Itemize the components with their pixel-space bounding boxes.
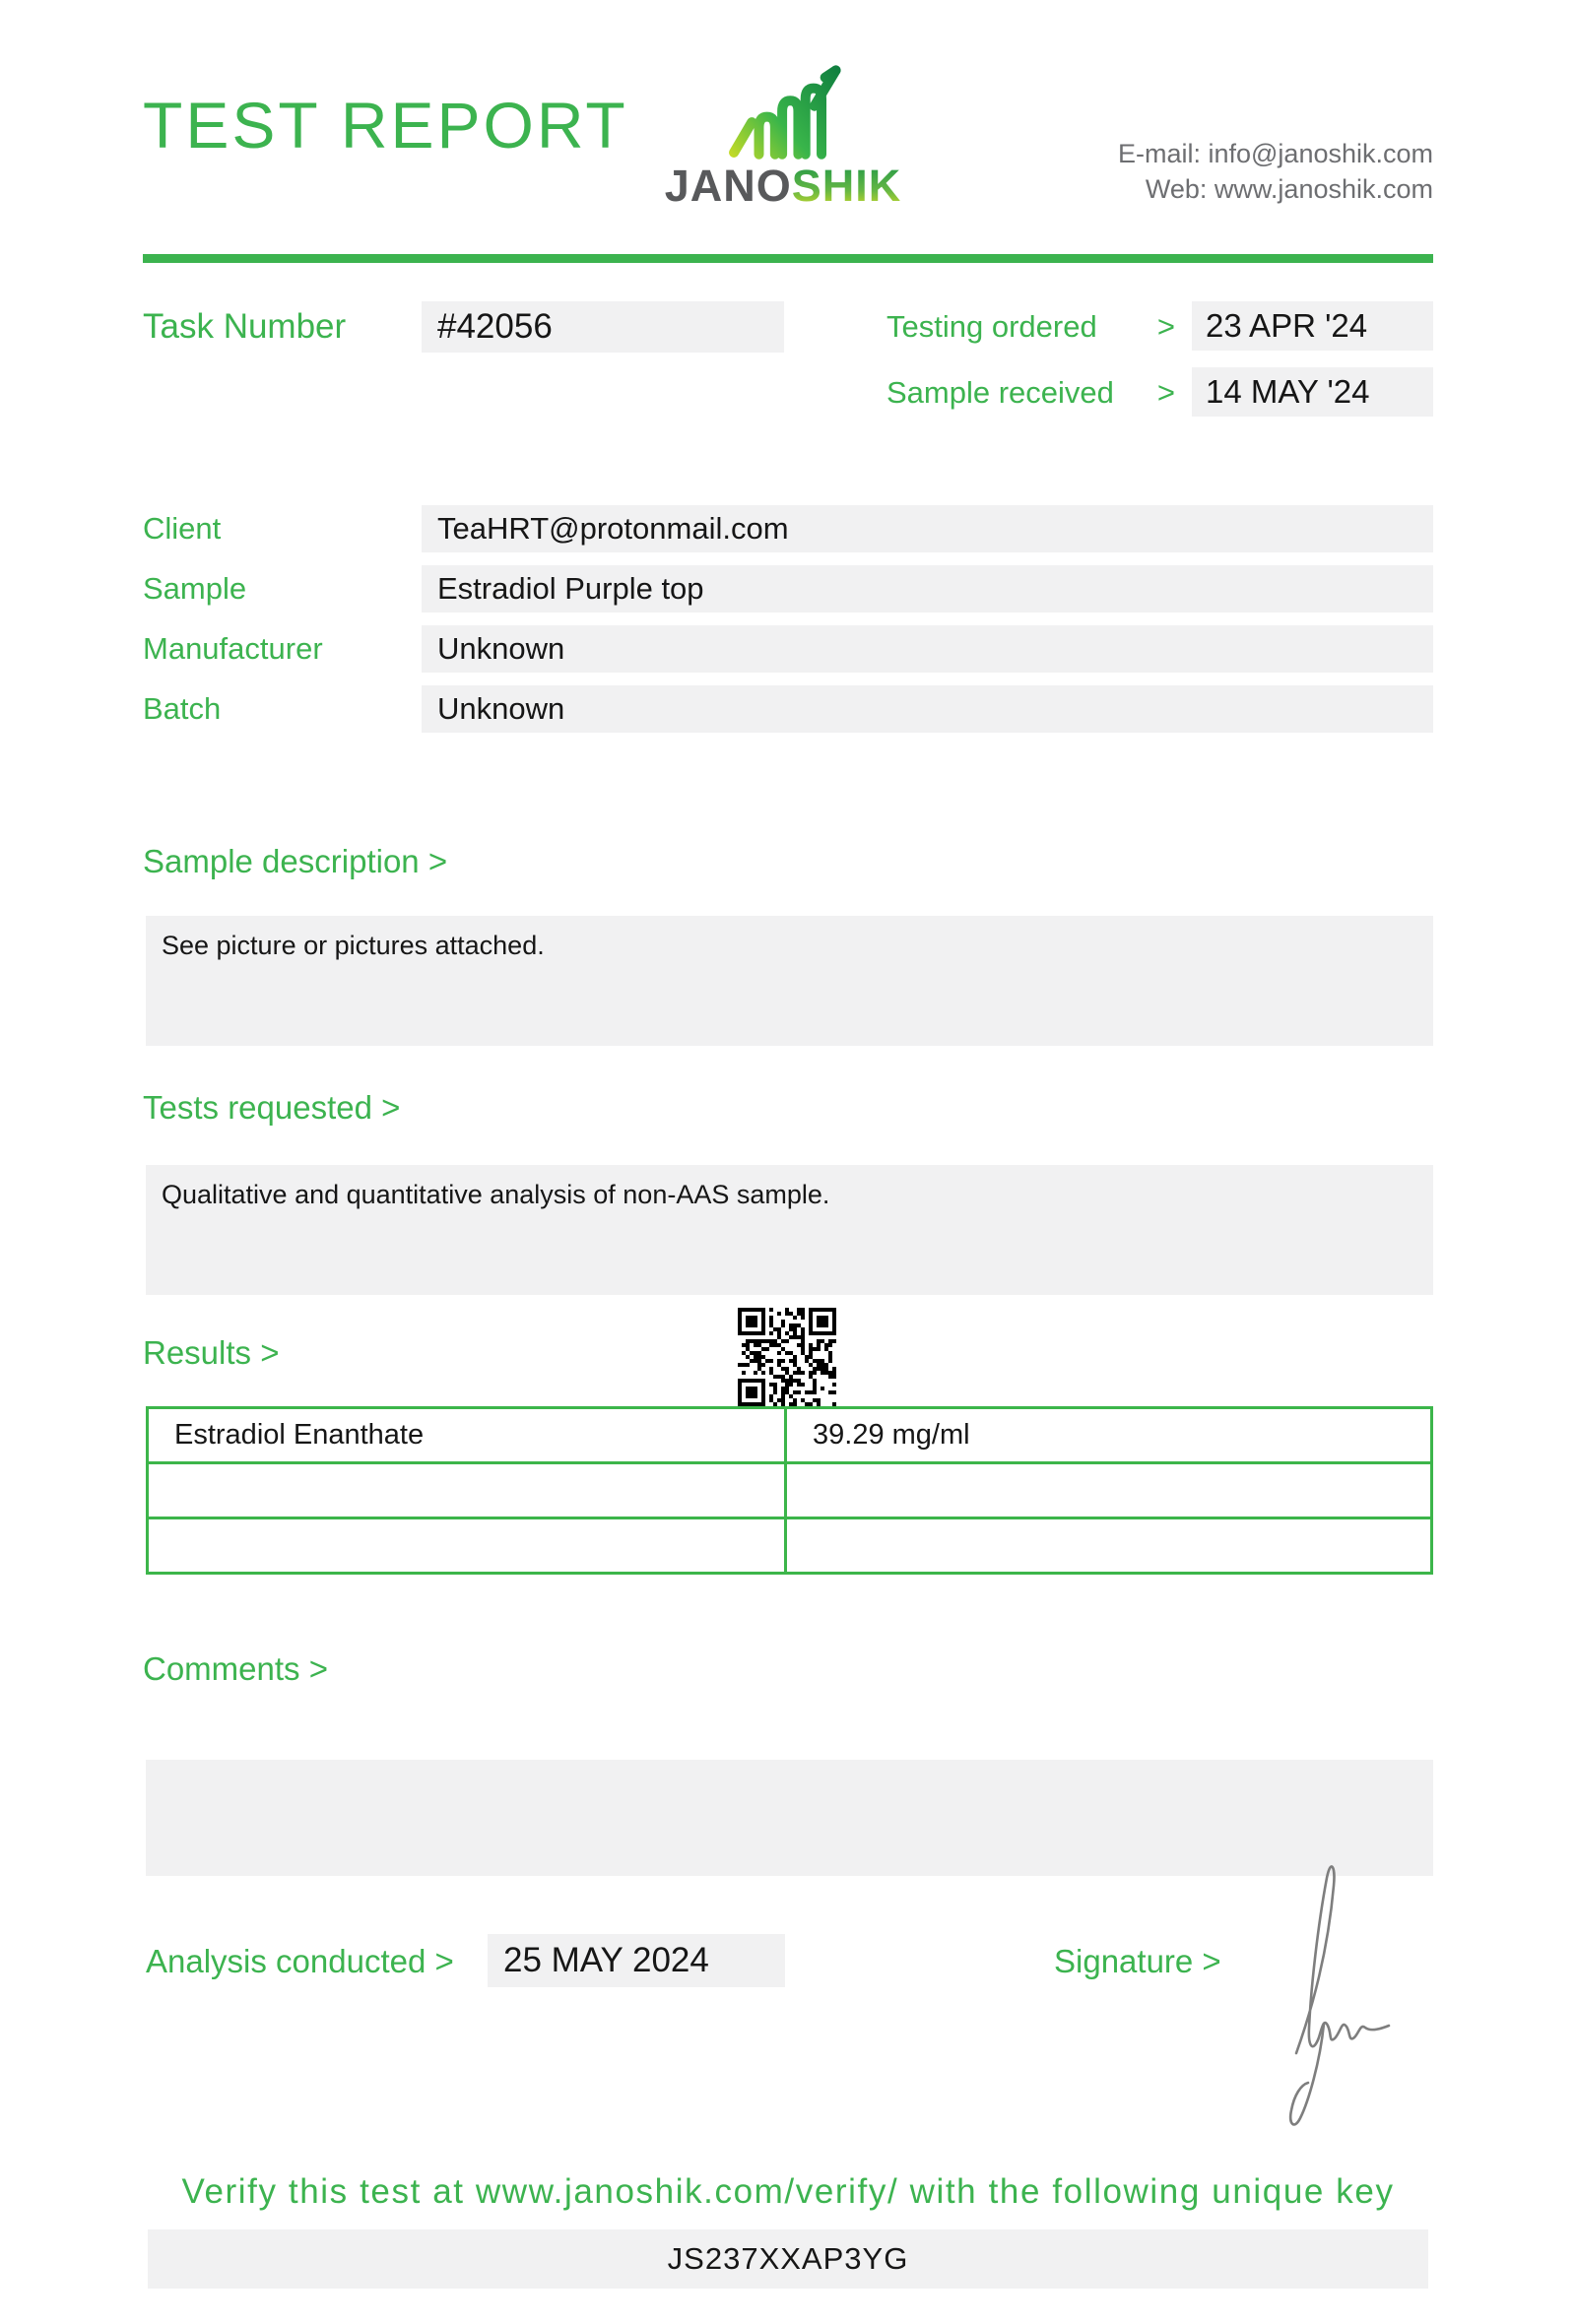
logo-text-green: SHIK (791, 161, 902, 211)
contact-block (1118, 136, 1433, 208)
signature-label: Signature > (1054, 1943, 1221, 1979)
header-divider (143, 254, 1433, 263)
janoshik-logo (621, 63, 946, 211)
verify-key: JS237XXAP3YG (148, 2229, 1428, 2289)
sample-description-box: See picture or pictures attached. (146, 916, 1433, 1046)
task-number-label: Task Number (143, 307, 347, 346)
sample-received-label (886, 369, 1175, 417)
sample-received-text: Sample received (886, 375, 1114, 410)
web-label: Web: (1145, 174, 1208, 205)
testing-ordered-label (886, 303, 1175, 351)
email-value: info@janoshik.com (1208, 139, 1433, 168)
result-value (787, 1519, 1430, 1572)
results-heading: Results > (143, 1334, 280, 1371)
qr-code (738, 1308, 836, 1406)
table-row (149, 1519, 1430, 1572)
comments-box (146, 1760, 1433, 1876)
sample-value: Estradiol Purple top (422, 565, 1433, 613)
testing-ordered-text: Testing ordered (886, 309, 1097, 344)
verify-instruction: Verify this test at www.janoshik.com/verify/ with the following unique key (181, 2172, 1395, 2211)
sample-description-heading: Sample description > (143, 843, 448, 879)
table-row (149, 1409, 1430, 1464)
contact-web-line (1118, 171, 1433, 207)
result-analyte: Estradiol Enanthate (149, 1409, 787, 1461)
tests-requested-heading: Tests requested > (143, 1089, 401, 1126)
sample-label: Sample (143, 571, 247, 606)
sample-received-arrow: > (1156, 375, 1175, 410)
result-value (787, 1464, 1430, 1517)
client-label: Client (143, 511, 222, 546)
analysis-conducted-date: 25 MAY 2024 (488, 1934, 785, 1987)
email-label: E-mail: (1117, 139, 1201, 168)
tests-requested-box: Qualitative and quantitative analysis of non-AAS sample. (146, 1165, 1433, 1295)
result-analyte (149, 1519, 787, 1572)
testing-ordered-arrow: > (1156, 309, 1175, 344)
result-value: 39.29 mg/ml (813, 1419, 970, 1451)
table-row (149, 1464, 1430, 1519)
comments-heading: Comments > (143, 1650, 328, 1687)
results-table (146, 1406, 1433, 1575)
client-value: TeaHRT@protonmail.com (422, 505, 1433, 552)
manufacturer-label: Manufacturer (143, 631, 323, 666)
testing-ordered-date: 23 APR '24 (1192, 301, 1433, 351)
analysis-conducted-label: Analysis conducted > (146, 1943, 454, 1979)
handwritten-signature (1259, 1834, 1407, 2149)
task-number-value: #42056 (422, 301, 784, 353)
logo-wordmark (621, 161, 946, 211)
manufacturer-value: Unknown (422, 625, 1433, 673)
page-title: TEST REPORT (143, 89, 628, 161)
batch-label: Batch (143, 691, 222, 726)
result-analyte (149, 1464, 787, 1517)
web-value: www.janoshik.com (1214, 174, 1433, 205)
growth-chart-icon (725, 63, 841, 163)
sample-received-date: 14 MAY '24 (1192, 367, 1433, 417)
logo-text-dark: JANO (664, 161, 792, 211)
contact-email-line (1118, 136, 1433, 171)
batch-value: Unknown (422, 685, 1433, 733)
